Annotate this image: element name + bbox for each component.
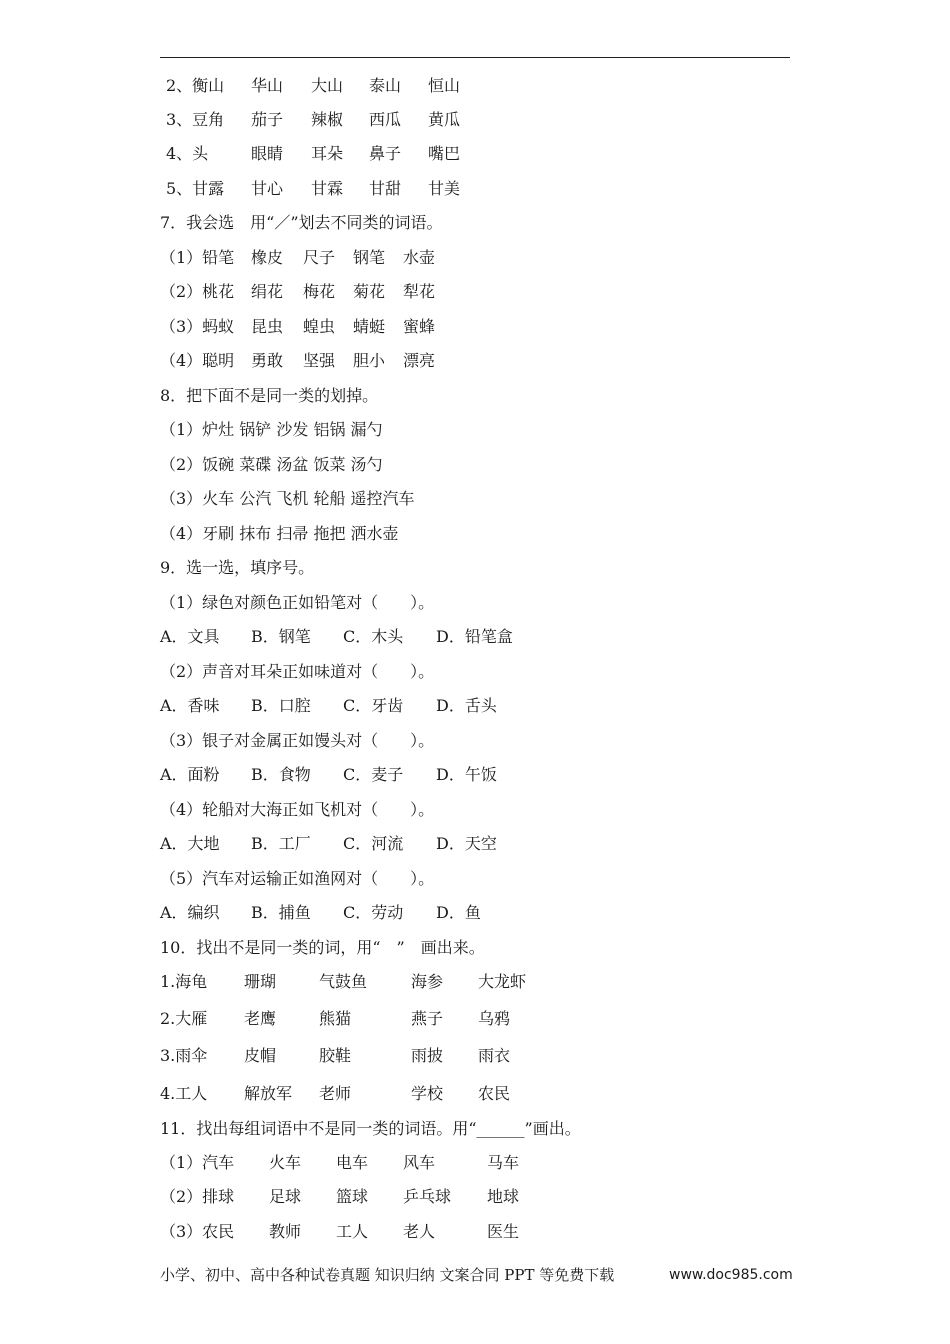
- text-segment: 鼻子: [369, 144, 402, 163]
- text-segment: 4、头: [166, 144, 209, 163]
- text-segment: （3）农民: [160, 1222, 235, 1241]
- text-segment: 西瓜: [369, 110, 402, 129]
- text-segment: （4）牙刷 抹布 扫帚 拖把 洒水壶: [160, 524, 399, 543]
- text-segment: 蝗虫: [303, 317, 336, 336]
- text-segment: 学校: [411, 1084, 444, 1103]
- text-segment: 大山: [311, 76, 344, 95]
- text-segment: 老师: [319, 1084, 352, 1103]
- footer-text: 小学、初中、高中各种试卷真题 知识归纳 文案合同 PPT 等免费下载: [160, 1266, 615, 1284]
- text-segment: （3）火车 公汽 飞机 轮船 遥控汽车: [160, 489, 415, 508]
- text-segment: A．文具: [160, 627, 220, 646]
- text-segment: 尺子: [303, 248, 336, 267]
- text-segment: 耳朵: [311, 144, 344, 163]
- text-segment: 医生: [487, 1222, 520, 1241]
- text-segment: 4.工人: [160, 1084, 208, 1103]
- text-segment: B．食物: [251, 765, 311, 784]
- text-segment: 熊猫: [319, 1009, 352, 1028]
- text-segment: 梅花: [303, 282, 336, 301]
- text-segment: C．劳动: [343, 903, 404, 922]
- text-segment: （1）汽车: [160, 1153, 235, 1172]
- text-segment: D．舌头: [436, 696, 497, 715]
- text-segment: 8．把下面不是同一类的划掉。: [160, 386, 379, 405]
- text-segment: 篮球: [336, 1187, 369, 1206]
- text-segment: B．口腔: [251, 696, 311, 715]
- text-segment: 乒乓球: [403, 1187, 452, 1206]
- text-segment: A．大地: [160, 834, 220, 853]
- text-segment: 菊花: [353, 282, 386, 301]
- text-segment: 华山: [251, 76, 284, 95]
- text-segment: 解放军: [244, 1084, 293, 1103]
- text-segment: 马车: [487, 1153, 520, 1172]
- text-segment: 坚强: [303, 351, 336, 370]
- text-segment: 嘴巴: [428, 144, 461, 163]
- text-segment: 3.雨伞: [160, 1046, 208, 1065]
- text-segment: 绢花: [251, 282, 284, 301]
- text-segment: 2、衡山: [166, 76, 225, 95]
- text-segment: （4）轮船对大海正如飞机对（ ）。: [160, 800, 435, 819]
- text-segment: （2）排球: [160, 1187, 235, 1206]
- text-segment: 胆小: [353, 351, 386, 370]
- text-segment: D．天空: [436, 834, 497, 853]
- text-segment: 水壶: [403, 248, 436, 267]
- text-segment: 恒山: [428, 76, 461, 95]
- text-segment: （4）聪明: [160, 351, 235, 370]
- text-segment: B．工厂: [251, 834, 311, 853]
- text-segment: （3）蚂蚁: [160, 317, 235, 336]
- text-segment: 雨衣: [478, 1046, 511, 1065]
- text-segment: 泰山: [369, 76, 402, 95]
- text-segment: 地球: [487, 1187, 520, 1206]
- text-segment: 海参: [411, 972, 444, 991]
- text-segment: 11．找出每组词语中不是同一类的词语。用“______”画出。: [160, 1119, 581, 1138]
- text-segment: 9．选一选，填序号。: [160, 558, 315, 577]
- text-segment: 辣椒: [311, 110, 344, 129]
- text-segment: 甘美: [428, 179, 461, 198]
- text-segment: 漂亮: [403, 351, 436, 370]
- text-segment: 蜜蜂: [403, 317, 436, 336]
- text-segment: 工人: [336, 1222, 369, 1241]
- text-segment: 眼睛: [251, 144, 284, 163]
- text-segment: 犁花: [403, 282, 436, 301]
- text-segment: 老鹰: [244, 1009, 277, 1028]
- text-segment: A．面粉: [160, 765, 220, 784]
- header-rule: [160, 57, 790, 58]
- text-segment: （2）声音对耳朵正如味道对（ ）。: [160, 662, 435, 681]
- text-segment: 钢笔: [353, 248, 386, 267]
- text-segment: 茄子: [251, 110, 284, 129]
- text-segment: 燕子: [411, 1009, 444, 1028]
- text-segment: 2.大雁: [160, 1009, 208, 1028]
- text-segment: D．午饭: [436, 765, 497, 784]
- text-segment: （1）绿色对颜色正如铅笔对（ ）。: [160, 593, 435, 612]
- text-segment: （1）炉灶 锅铲 沙发 铝锅 漏勺: [160, 420, 383, 439]
- text-segment: 教师: [269, 1222, 302, 1241]
- text-segment: 1.海龟: [160, 972, 208, 991]
- text-segment: D．鱼: [436, 903, 481, 922]
- text-segment: 火车: [269, 1153, 302, 1172]
- text-segment: （3）银子对金属正如馒头对（ ）。: [160, 731, 435, 750]
- text-segment: B．捕鱼: [251, 903, 311, 922]
- text-segment: （2）饭碗 菜碟 汤盆 饭菜 汤勺: [160, 455, 383, 474]
- text-segment: （2）桃花: [160, 282, 235, 301]
- text-segment: 7．我会选 用“／”划去不同类的词语。: [160, 213, 443, 232]
- text-segment: 昆虫: [251, 317, 284, 336]
- text-segment: 蜻蜓: [353, 317, 386, 336]
- text-segment: 乌鸦: [478, 1009, 511, 1028]
- text-segment: 风车: [403, 1153, 436, 1172]
- text-segment: D．铅笔盒: [436, 627, 513, 646]
- text-segment: （1）铅笔: [160, 248, 235, 267]
- text-segment: 甘心: [251, 179, 284, 198]
- text-segment: 电车: [336, 1153, 369, 1172]
- text-segment: 皮帽: [244, 1046, 277, 1065]
- text-segment: 农民: [478, 1084, 511, 1103]
- text-segment: 大龙虾: [478, 972, 527, 991]
- text-segment: C．木头: [343, 627, 404, 646]
- text-segment: 雨披: [411, 1046, 444, 1065]
- text-segment: 3、豆角: [166, 110, 225, 129]
- text-segment: 5、甘露: [166, 179, 225, 198]
- text-segment: B．钢笔: [251, 627, 311, 646]
- text-segment: A．编织: [160, 903, 220, 922]
- text-segment: C．牙齿: [343, 696, 404, 715]
- text-segment: 足球: [269, 1187, 302, 1206]
- text-segment: 老人: [403, 1222, 436, 1241]
- text-segment: 勇敢: [251, 351, 284, 370]
- text-segment: A．香味: [160, 696, 220, 715]
- text-segment: 10．找出不是同一类的词，用“ ” 画出来。: [160, 938, 485, 957]
- text-segment: C．河流: [343, 834, 404, 853]
- text-segment: 胶鞋: [319, 1046, 352, 1065]
- text-segment: C．麦子: [343, 765, 404, 784]
- text-segment: （5）汽车对运输正如渔网对（ ）。: [160, 869, 435, 888]
- text-segment: 甘甜: [369, 179, 402, 198]
- footer-url: www.doc985.com: [669, 1267, 793, 1283]
- text-segment: 橡皮: [251, 248, 284, 267]
- text-segment: 气鼓鱼: [319, 972, 368, 991]
- text-segment: 甘霖: [311, 179, 344, 198]
- page-footer: [160, 1265, 800, 1285]
- text-segment: 黄瓜: [428, 110, 461, 129]
- text-segment: 珊瑚: [244, 972, 277, 991]
